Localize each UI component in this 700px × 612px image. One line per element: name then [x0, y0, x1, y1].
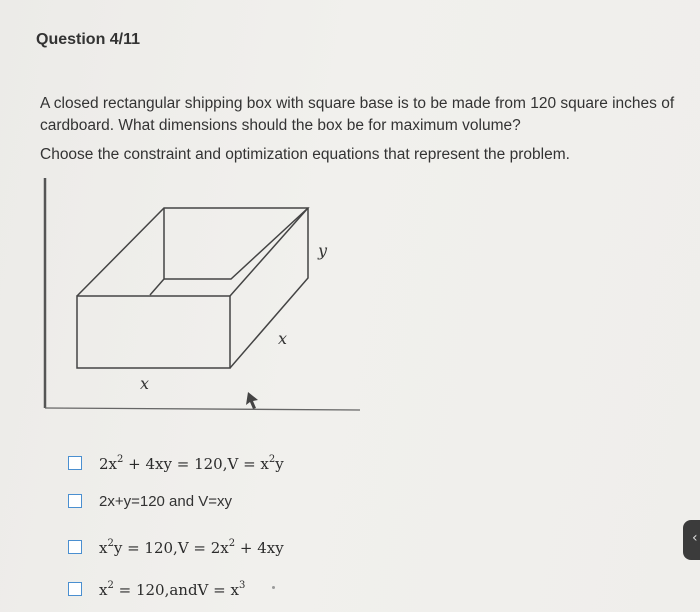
- frame-baseline: [45, 408, 360, 410]
- option-1-checkbox[interactable]: [68, 456, 82, 470]
- question-number: Question 4/11: [36, 31, 141, 48]
- option-2-checkbox[interactable]: [68, 494, 82, 508]
- box-inner-rim: [164, 208, 308, 279]
- box-side-face: [230, 208, 308, 368]
- label-x-side: x: [278, 329, 288, 348]
- answer-option-1[interactable]: [68, 452, 284, 474]
- side-panel-toggle[interactable]: [683, 520, 700, 560]
- option-3-equation: $x^2y = 120,V = 2x^2 + 4xy$: [99, 537, 284, 557]
- box-front-face: [77, 296, 230, 368]
- label-y: y: [318, 241, 328, 260]
- box-diagram-svg: [38, 176, 368, 416]
- option-2-text: 2x+y=120 and V=xy: [99, 492, 233, 510]
- option-4-equation: $x^2$ = 120,andV = $x^3$: [99, 579, 246, 599]
- question-instruction: Choose the constraint and optimization equations that represent the problem.: [40, 146, 570, 163]
- box-top-edges: [77, 208, 308, 296]
- answer-option-3[interactable]: [68, 536, 284, 558]
- option-1-equation: $2x^2 + 4xy = 120,V = x^2y$: [99, 453, 284, 473]
- box-diagram: [38, 176, 368, 416]
- chevron-left-icon: ‹: [692, 530, 698, 546]
- decorative-dot: [272, 586, 275, 589]
- answer-option-4[interactable]: [68, 578, 245, 600]
- option-4-checkbox[interactable]: [68, 582, 82, 596]
- option-3-checkbox[interactable]: [68, 540, 82, 554]
- question-prompt: A closed rectangular shipping box with square base is to be made from 120 square inches of cardboard. What dimensions should the box be for maximum volume?: [40, 95, 675, 134]
- answer-option-2[interactable]: [68, 490, 232, 512]
- mouse-cursor-icon: [246, 392, 258, 409]
- label-x-front: x: [140, 374, 150, 393]
